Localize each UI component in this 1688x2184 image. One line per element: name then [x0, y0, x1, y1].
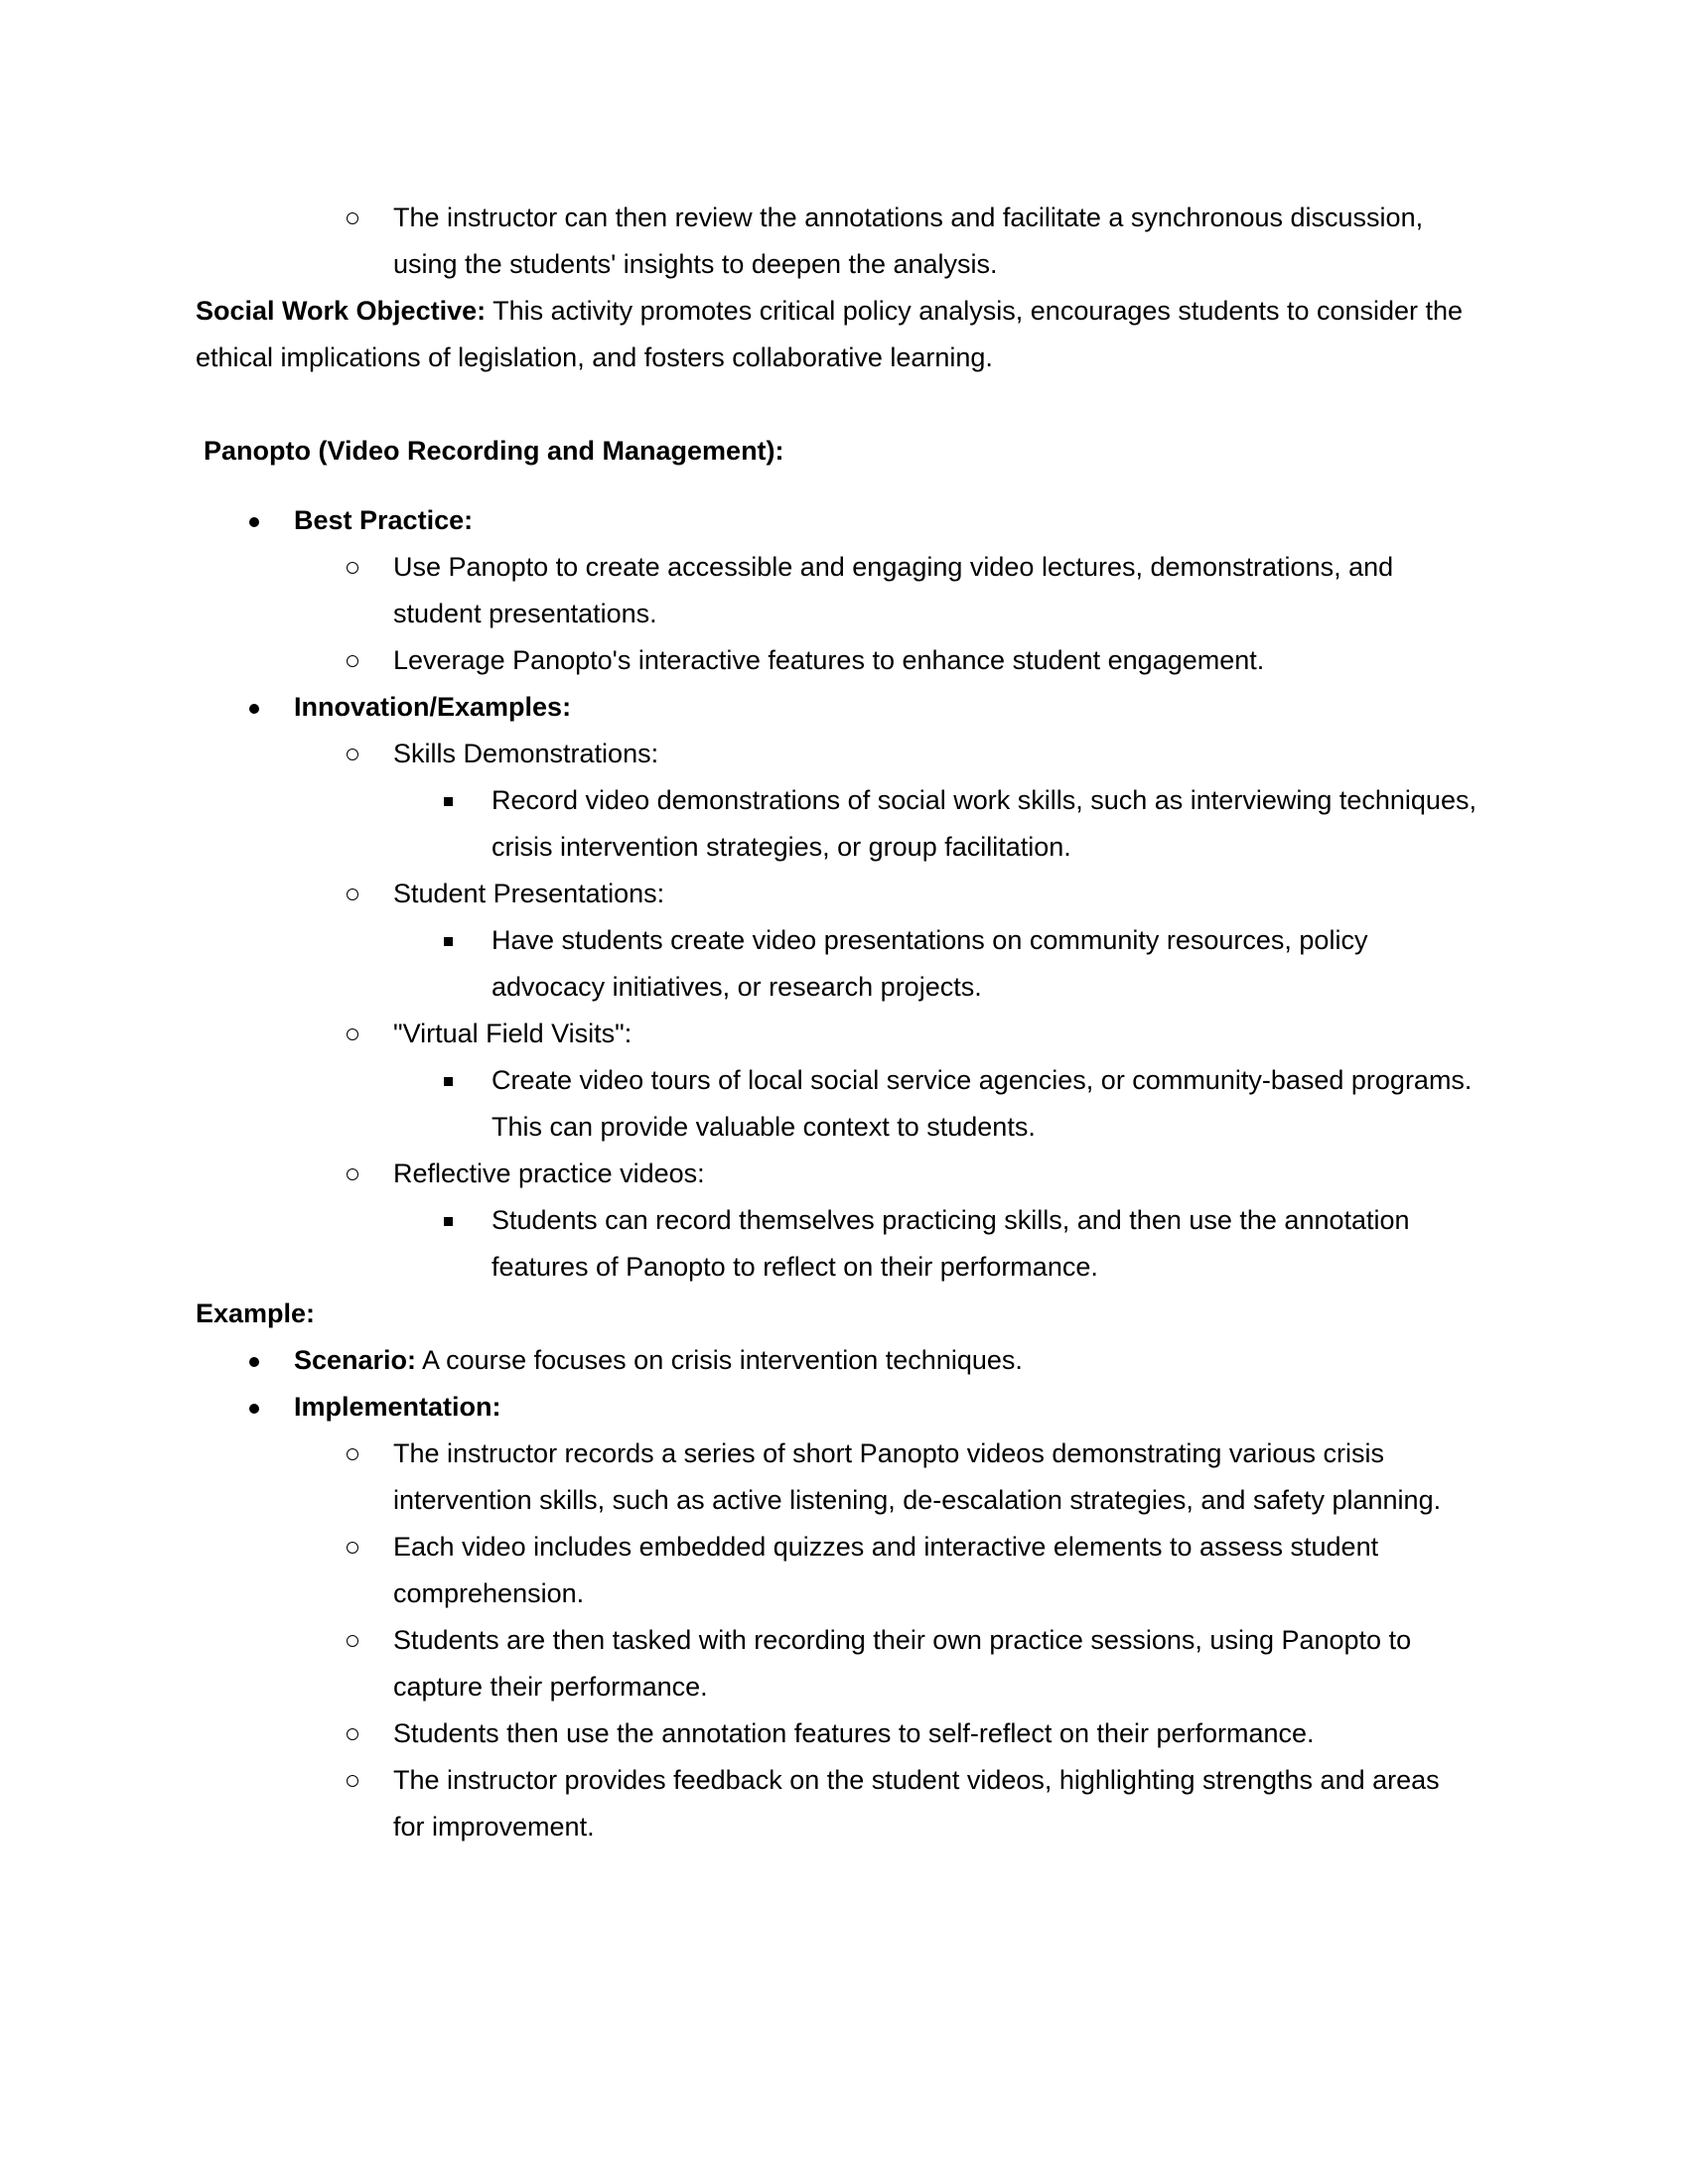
list-item — [196, 917, 1477, 1011]
circle-bullet-icon — [347, 1617, 358, 1664]
scenario-label: Scenario: — [294, 1345, 417, 1375]
list-item — [196, 1431, 1477, 1524]
list-item — [196, 1710, 1477, 1757]
circle-bullet-icon — [347, 544, 358, 591]
list-item-text: "Virtual Field Visits": — [393, 1019, 633, 1048]
circle-bullet-icon — [347, 1524, 358, 1570]
circle-bullet-icon — [347, 1151, 358, 1197]
scenario-text: A course focuses on crisis intervention techniques. — [416, 1345, 1023, 1375]
list-item-text: Reflective practice videos: — [393, 1159, 705, 1188]
bullet-icon — [249, 1384, 259, 1431]
list-item-text: Students can record themselves practicing skills, and then use the annotation features of Panopto to reflect on their performance. — [492, 1205, 1410, 1282]
list-item — [196, 1151, 1477, 1197]
best-practice-label: Best Practice: — [294, 505, 474, 535]
list-item-text: The instructor provides feedback on the student videos, highlighting strengths and areas for improvement. — [393, 1765, 1440, 1842]
list-item-text: Create video tours of local social service agencies, or community-based programs. This can provide valuable context to students. — [492, 1065, 1473, 1142]
circle-bullet-icon — [347, 1757, 358, 1804]
list-item — [196, 1757, 1477, 1850]
list-item-text: Leverage Panopto's interactive features to enhance student engagement. — [393, 645, 1265, 675]
circle-bullet-icon — [347, 1710, 358, 1757]
list-item-text: Students then use the annotation features to self-reflect on their performance. — [393, 1718, 1315, 1748]
objective-paragraph — [196, 288, 1477, 381]
list-item — [196, 777, 1477, 871]
list-item-text: The instructor can then review the annotations and facilitate a synchronous discussion, using the students' insights to deepen the analysis. — [393, 203, 1424, 279]
list-item — [196, 1524, 1477, 1617]
implementation-label: Implementation: — [294, 1392, 501, 1422]
section-title: Panopto (Video Recording and Management): — [204, 436, 784, 466]
list-item — [196, 684, 1477, 731]
bullet-icon — [249, 497, 259, 544]
list-item — [196, 1617, 1477, 1710]
list-item-text: The instructor records a series of short Panopto videos demonstrating various crisis intervention skills, such as active listening, de-escalation strategies, and safety planning. — [393, 1438, 1442, 1515]
list-item — [196, 1011, 1477, 1057]
list-item-text: Have students create video presentations on community resources, policy advocacy initiatives, or research projects. — [492, 925, 1368, 1002]
list-item — [196, 1057, 1477, 1151]
square-bullet-icon — [444, 1197, 453, 1244]
list-item — [196, 497, 1477, 544]
list-item-text: Skills Demonstrations: — [393, 739, 659, 768]
list-item-text: Students are then tasked with recording their own practice sessions, using Panopto to capture their performance. — [393, 1625, 1412, 1702]
circle-bullet-icon — [347, 195, 358, 241]
list-item — [196, 544, 1477, 637]
list-item-text: Each video includes embedded quizzes and interactive elements to assess student comprehension. — [393, 1532, 1379, 1608]
list-item — [196, 731, 1477, 777]
bullet-icon — [249, 1337, 259, 1384]
square-bullet-icon — [444, 777, 453, 824]
list-item — [196, 195, 1477, 288]
list-item — [196, 637, 1477, 684]
example-heading: Example: — [196, 1298, 316, 1328]
document-page — [196, 195, 1477, 1850]
bullet-icon — [249, 684, 259, 731]
list-item — [196, 1337, 1477, 1384]
objective-text: This activity promotes critical policy analysis, encourages students to consider the ethical implications of legislation, and fosters collaborative learning. — [196, 296, 1464, 372]
innovation-label: Innovation/Examples: — [294, 692, 572, 722]
list-item-text: Record video demonstrations of social work skills, such as interviewing techniques, crisis intervention strategies, or group facilitation. — [492, 785, 1477, 862]
list-item-text: Student Presentations: — [393, 879, 665, 908]
circle-bullet-icon — [347, 871, 358, 917]
square-bullet-icon — [444, 917, 453, 964]
list-item — [196, 1197, 1477, 1291]
square-bullet-icon — [444, 1057, 453, 1104]
circle-bullet-icon — [347, 731, 358, 777]
circle-bullet-icon — [347, 1431, 358, 1477]
list-item — [196, 1384, 1477, 1431]
circle-bullet-icon — [347, 637, 358, 684]
objective-label: Social Work Objective: — [196, 296, 487, 326]
circle-bullet-icon — [347, 1011, 358, 1057]
list-item-text: Use Panopto to create accessible and engaging video lectures, demonstrations, and student presentations. — [393, 552, 1394, 628]
list-item — [196, 871, 1477, 917]
